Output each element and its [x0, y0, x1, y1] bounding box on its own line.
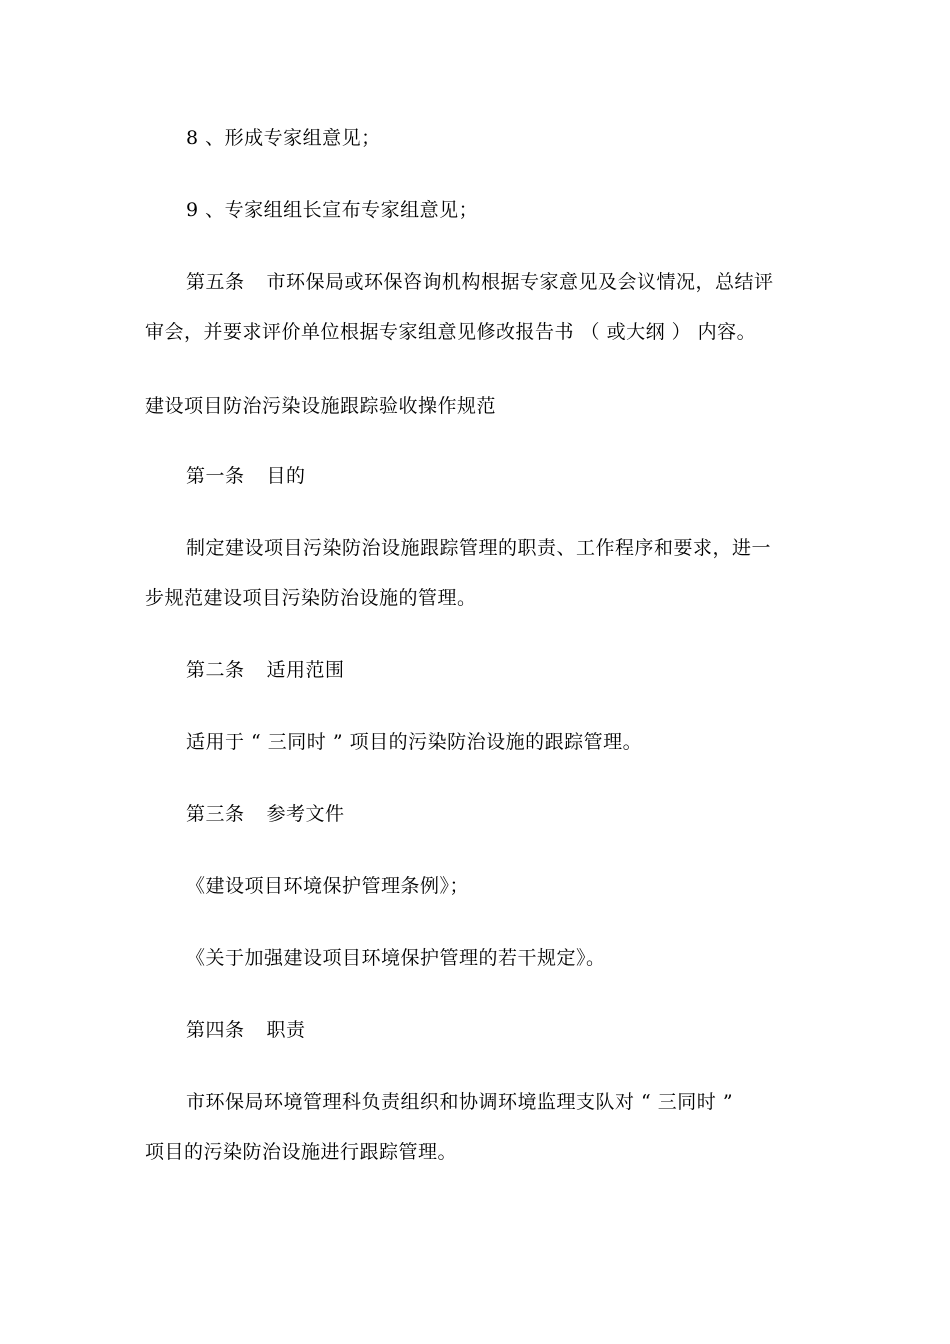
article-4-title: 职责 — [266, 1019, 306, 1041]
article-2-heading: 第二条 — [186, 659, 245, 681]
article-5-text: 市环保局或环保咨询机构根据专家意见及会议情况，总结评 — [266, 271, 774, 293]
article-3-heading: 第三条 — [186, 803, 245, 825]
article-5-second-line: 审会，并要求评价单位根据专家组意见修改报告书 （ 或大纲 ） 内容。 — [145, 321, 757, 343]
duty-paragraph-line-2: 项目的污染防治设施进行跟踪管理。 — [145, 1141, 458, 1163]
article-1-heading-line — [186, 464, 306, 488]
list-item-8: 8 、形成专家组意见； — [186, 127, 381, 149]
article-5-heading: 第五条 — [186, 271, 245, 293]
purpose-paragraph-line-2: 步规范建设项目污染防治设施的管理。 — [145, 587, 477, 609]
article-1-heading: 第一条 — [186, 465, 245, 487]
reference-item-1: 《建设项目环境保护管理条例》； — [186, 875, 470, 897]
article-1-title: 目的 — [266, 465, 306, 487]
purpose-paragraph-line-1: 制定建设项目污染防治设施跟踪管理的职责、工作程序和要求，进一 — [186, 537, 772, 559]
article-4-heading: 第四条 — [186, 1019, 245, 1041]
section-title: 建设项目防治污染设施跟踪验收操作规范 — [145, 395, 497, 417]
article-4-heading-line — [186, 1018, 306, 1042]
article-3-heading-line — [186, 802, 345, 826]
reference-item-2: 《关于加强建设项目环境保护管理的若干规定》。 — [186, 947, 606, 969]
article-3-title: 参考文件 — [266, 803, 345, 825]
article-2-heading-line — [186, 658, 345, 682]
scope-paragraph: 适用于 “ 三同时 ” 项目的污染防治设施的跟踪管理。 — [186, 731, 643, 753]
article-2-title: 适用范围 — [266, 659, 345, 681]
list-item-9: 9 、专家组组长宣布专家组意见； — [186, 199, 479, 221]
article-5-first-line — [186, 270, 774, 294]
duty-paragraph-line-1: 市环保局环境管理科负责组织和协调环境监理支队对 “ 三同时 ” — [186, 1091, 734, 1113]
